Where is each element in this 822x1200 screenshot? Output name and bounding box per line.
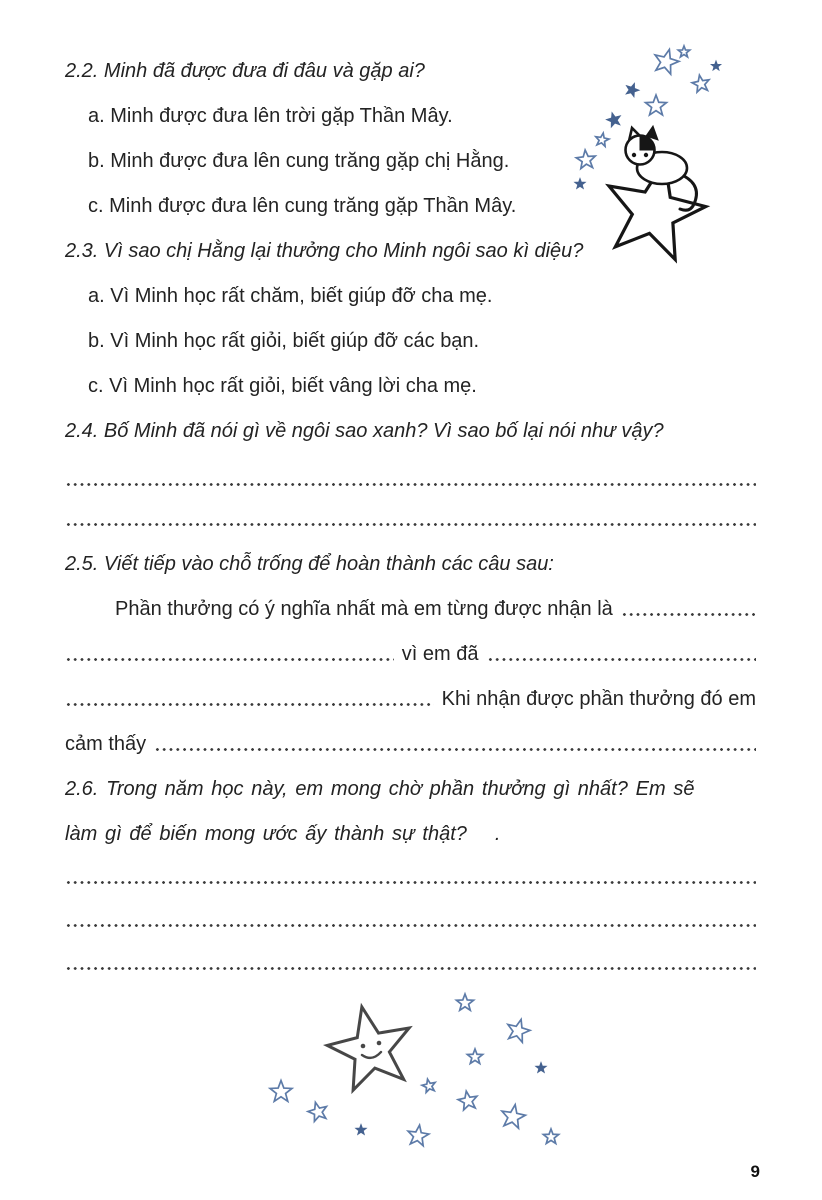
star-icon bbox=[576, 149, 597, 169]
answer-blank[interactable] bbox=[487, 657, 757, 662]
dotted-line bbox=[65, 522, 756, 527]
star-icon bbox=[623, 81, 641, 99]
question-2-3-option-c: c. Vì Minh học rất giỏi, biết vâng lời cha mẹ. bbox=[88, 375, 477, 397]
star-icon bbox=[535, 1062, 546, 1073]
fill-text-1: Phần thưởng có ý nghĩa nhất mà em từng được nhận là bbox=[115, 598, 613, 620]
star-icon bbox=[355, 1124, 366, 1135]
answer-blank[interactable] bbox=[65, 657, 394, 662]
star-icon bbox=[270, 1081, 292, 1102]
star-icon bbox=[646, 95, 667, 115]
star-icon bbox=[605, 110, 623, 128]
star-icon bbox=[421, 1078, 437, 1093]
star-icon bbox=[574, 178, 585, 189]
star-icon bbox=[306, 1100, 329, 1122]
smiley-star-icon bbox=[321, 998, 419, 1093]
scattered-stars bbox=[270, 994, 559, 1146]
question-2-3-option-a: a. Vì Minh học rất chăm, biết giúp đỡ cha mẹ. bbox=[88, 285, 493, 307]
star-icon bbox=[456, 994, 473, 1010]
page-number: 9 bbox=[750, 1162, 760, 1181]
dotted-line bbox=[65, 966, 756, 971]
dotted-line bbox=[65, 482, 756, 487]
answer-blank[interactable] bbox=[621, 612, 756, 617]
answer-blank-line[interactable] bbox=[65, 491, 756, 531]
star-icon bbox=[594, 132, 609, 147]
dotted-line bbox=[65, 880, 756, 885]
star-icon bbox=[500, 1103, 527, 1129]
stray-period: . bbox=[494, 823, 501, 845]
question-2-2-stem: 2.2. Minh đã được đưa đi đâu và gặp ai? bbox=[65, 60, 425, 82]
star-icon bbox=[504, 1016, 532, 1043]
star-icon bbox=[467, 1049, 482, 1063]
question-2-2-option-b: b. Minh được đưa lên cung trăng gặp chị Hằng. bbox=[88, 150, 510, 172]
question-2-2-option-c: c. Minh được đưa lên cung trăng gặp Thần Mây. bbox=[88, 195, 517, 217]
smiley-star-illustration bbox=[233, 984, 607, 1168]
question-2-3-option-b: b. Vì Minh học rất giỏi, biết giúp đỡ các bạn. bbox=[88, 330, 480, 352]
star-icon bbox=[457, 1090, 479, 1111]
question-2-3-stem: 2.3. Vì sao chị Hằng lại thưởng cho Minh ngôi sao kì diệu? bbox=[65, 240, 584, 262]
fill-in-row-4 bbox=[65, 711, 756, 756]
question-2-6-stem-line2 bbox=[65, 801, 756, 846]
star-icon bbox=[406, 1124, 429, 1147]
question-2-4-stem: 2.4. Bố Minh đã nói gì về ngôi sao xanh? Vì sao bố lại nói như vậy? bbox=[65, 420, 664, 442]
star-icon bbox=[543, 1129, 558, 1143]
fill-in-row-3 bbox=[65, 666, 756, 711]
cat-on-star-illustration bbox=[566, 44, 780, 284]
question-2-6-stem-line2-text: làm gì để biến mong ước ấy thành sự thật? bbox=[65, 823, 467, 845]
star-icon bbox=[711, 61, 721, 71]
answer-blank-line[interactable] bbox=[65, 451, 756, 491]
star-icon bbox=[691, 74, 711, 93]
fill-text-3: Khi nhận được phần thưởng đó em bbox=[441, 688, 756, 710]
answer-blank-line[interactable] bbox=[65, 889, 756, 932]
fill-in-row-1 bbox=[65, 576, 756, 621]
question-2-5-stem: 2.5. Viết tiếp vào chỗ trống để hoàn thành các câu sau: bbox=[65, 553, 554, 575]
answer-blank[interactable] bbox=[65, 702, 434, 707]
answer-blank[interactable] bbox=[154, 747, 756, 752]
star-icon bbox=[651, 46, 681, 75]
question-2-2-option-a: a. Minh được đưa lên trời gặp Thần Mây. bbox=[88, 105, 453, 127]
answer-blank-line[interactable] bbox=[65, 846, 756, 889]
dotted-line bbox=[65, 923, 756, 928]
fill-text-2: vì em đã bbox=[401, 643, 479, 665]
fill-in-row-2 bbox=[65, 621, 756, 666]
fill-text-4: cảm thấy bbox=[65, 733, 147, 755]
star-icon bbox=[678, 46, 689, 57]
answer-blank-line[interactable] bbox=[65, 932, 756, 975]
question-2-6-stem-line1: 2.6. Trong năm học này, em mong chờ phần thưởng gì nhất? Em sẽ bbox=[65, 778, 695, 800]
